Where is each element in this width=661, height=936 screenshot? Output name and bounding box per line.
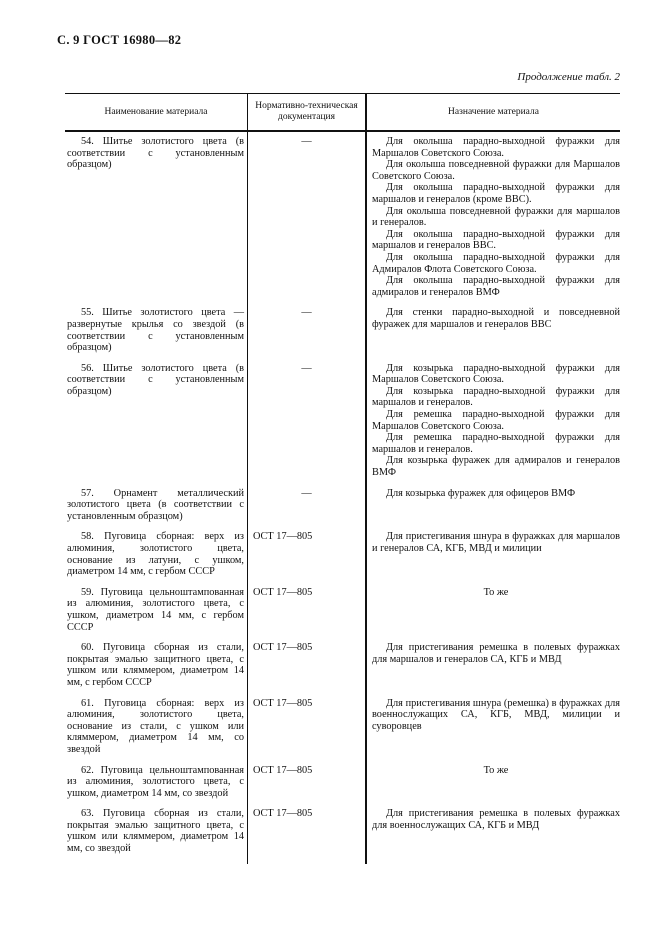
table-row bbox=[65, 531, 620, 586]
purpose-cell bbox=[367, 698, 620, 765]
purpose-paragraph: Для козырька парадно-выходной фуражки для Маршалов Советского Союза. bbox=[372, 362, 620, 386]
column-header-normative-doc: Нормативно-техническая документация bbox=[248, 94, 367, 130]
document-cell: ОСТ 17—805 bbox=[248, 698, 367, 765]
purpose-cell bbox=[367, 488, 620, 532]
purpose-cell bbox=[367, 132, 620, 307]
purpose-cell bbox=[367, 307, 620, 362]
purpose-cell bbox=[367, 363, 620, 488]
purpose-paragraph: Для пристегивания ремешка в полевых фуражках для маршалов и генералов СА, КГБ и МВД bbox=[372, 642, 620, 665]
purpose-paragraph: Для ремешка парадно-выходной фуражки для маршалов и генералов. bbox=[372, 432, 620, 455]
purpose-paragraph: Для околыша парадно-выходной фуражки для маршалов и генералов (кроме ВВС). bbox=[372, 182, 620, 205]
document-cell: — bbox=[248, 363, 367, 488]
document-cell: — bbox=[248, 132, 367, 307]
table-row bbox=[65, 307, 620, 362]
purpose-paragraph: Для околыша парадно-выходной фуражки для Маршалов Советского Союза. bbox=[372, 136, 620, 159]
purpose-paragraph: Для околыша повседневной фуражки для Маршалов Советского Союза. bbox=[372, 159, 620, 182]
purpose-paragraph: Для околыша парадно-выходной фуражки для Адмиралов Флота Советского Союза. bbox=[372, 251, 620, 275]
purpose-paragraph: Для козырька фуражек для офицеров ВМФ bbox=[386, 487, 576, 499]
material-name-cell: 57. Орнамент металлический золотистого цвета (в соответствии с установленным образцом) bbox=[65, 488, 248, 532]
purpose-cell bbox=[367, 765, 620, 809]
purpose-cell bbox=[367, 808, 620, 863]
purpose-paragraph: Для ремешка парадно-выходной фуражки для Маршалов Советского Союза. bbox=[372, 409, 620, 432]
material-name-cell: 59. Пуговица цельноштампованная из алюминия, золотистого цвета, с ушком, диаметром 14 мм, с гербом СССР bbox=[65, 587, 248, 642]
purpose-paragraph: Для околыша парадно-выходной фуражки для адмиралов и генералов ВМФ bbox=[372, 275, 620, 298]
table-row bbox=[65, 808, 620, 863]
document-cell: — bbox=[248, 307, 367, 362]
purpose-cell bbox=[367, 587, 620, 642]
table-row bbox=[65, 363, 620, 488]
purpose-paragraph: Для козырька фуражек для адмиралов и генералов ВМФ bbox=[372, 455, 620, 479]
purpose-paragraph: Для околыша парадно-выходной фуражки для маршалов и генералов ВВС. bbox=[372, 228, 620, 252]
purpose-paragraph: Для стенки парадно-выходной и повседневной фуражек для маршалов и генералов ВВС bbox=[372, 307, 620, 330]
table-body bbox=[65, 132, 620, 864]
material-name-cell: 58. Пуговица сборная: верх из алюминия, золотистого цвета, основание из латуни, с ушком, диаметром 14 мм, с гербом СССР bbox=[65, 531, 248, 586]
purpose-cell bbox=[367, 642, 620, 697]
column-header-material-name: Наименование материала bbox=[65, 94, 248, 130]
document-cell: ОСТ 17—805 bbox=[248, 531, 367, 586]
purpose-paragraph: Для околыша повседневной фуражки для маршалов и генералов. bbox=[372, 205, 620, 229]
material-name-cell: 61. Пуговица сборная: верх из алюминия, золотистого цвета, основание из стали, с ушком или кляммером, диаметром 14 мм, со звездой bbox=[65, 698, 248, 765]
purpose-paragraph: Для пристегивания ремешка в полевых фуражках для военнослужащих СА, КГБ и МВД bbox=[372, 808, 620, 831]
purpose-paragraph: Для пристегивания шнура в фуражках для маршалов и генералов СА, КГБ, МВД и милиции bbox=[372, 531, 620, 554]
purpose-cell bbox=[367, 531, 620, 586]
materials-table bbox=[65, 93, 620, 864]
document-cell: ОСТ 17—805 bbox=[248, 587, 367, 642]
document-cell: ОСТ 17—805 bbox=[248, 642, 367, 697]
table-row bbox=[65, 488, 620, 532]
document-cell: ОСТ 17—805 bbox=[248, 808, 367, 863]
page-header-gost-number: С. 9 ГОСТ 16980—82 bbox=[57, 33, 182, 47]
table-row bbox=[65, 132, 620, 307]
document-cell: — bbox=[248, 488, 367, 532]
table-header-row bbox=[65, 93, 620, 132]
purpose-paragraph: Для пристегивания шнура (ремешка) в фуражках для военнослужащих СА, КГБ, МВД, милиции и суворовцев bbox=[372, 697, 620, 732]
material-name-cell: 60. Пуговица сборная из стали, покрытая эмалью защитного цвета, с ушком или кляммером, диаметром 14 мм, с гербом СССР bbox=[65, 642, 248, 697]
material-name-cell: 54. Шитье золотистого цвета (в соответствии с установленным образцом) bbox=[65, 132, 248, 307]
table-row bbox=[65, 698, 620, 765]
column-header-purpose: Назначение материала bbox=[448, 106, 539, 117]
table-continuation-label: Продолжение табл. 2 bbox=[517, 71, 620, 83]
purpose-paragraph: То же bbox=[483, 764, 509, 776]
purpose-paragraph: Для козырька парадно-выходной фуражки для маршалов и генералов. bbox=[372, 385, 620, 409]
material-name-cell: 62. Пуговица цельноштампованная из алюминия, золотистого цвета, с ушком, диаметром 14 мм, со звездой bbox=[65, 765, 248, 809]
material-name-cell: 63. Пуговица сборная из стали, покрытая эмалью защитного цвета, с ушком или кляммером, диаметром 14 мм, со звездой bbox=[65, 808, 248, 863]
table-row bbox=[65, 587, 620, 642]
material-name-cell: 55. Шитье золотистого цвета — развернутые крылья со звездой (в соответствии с установленным образцом) bbox=[65, 307, 248, 362]
material-name-cell: 56. Шитье золотистого цвета (в соответствии с установленным образцом) bbox=[65, 363, 248, 488]
table-row bbox=[65, 642, 620, 697]
purpose-paragraph: То же bbox=[483, 586, 509, 598]
table-row bbox=[65, 765, 620, 809]
document-cell: ОСТ 17—805 bbox=[248, 765, 367, 809]
